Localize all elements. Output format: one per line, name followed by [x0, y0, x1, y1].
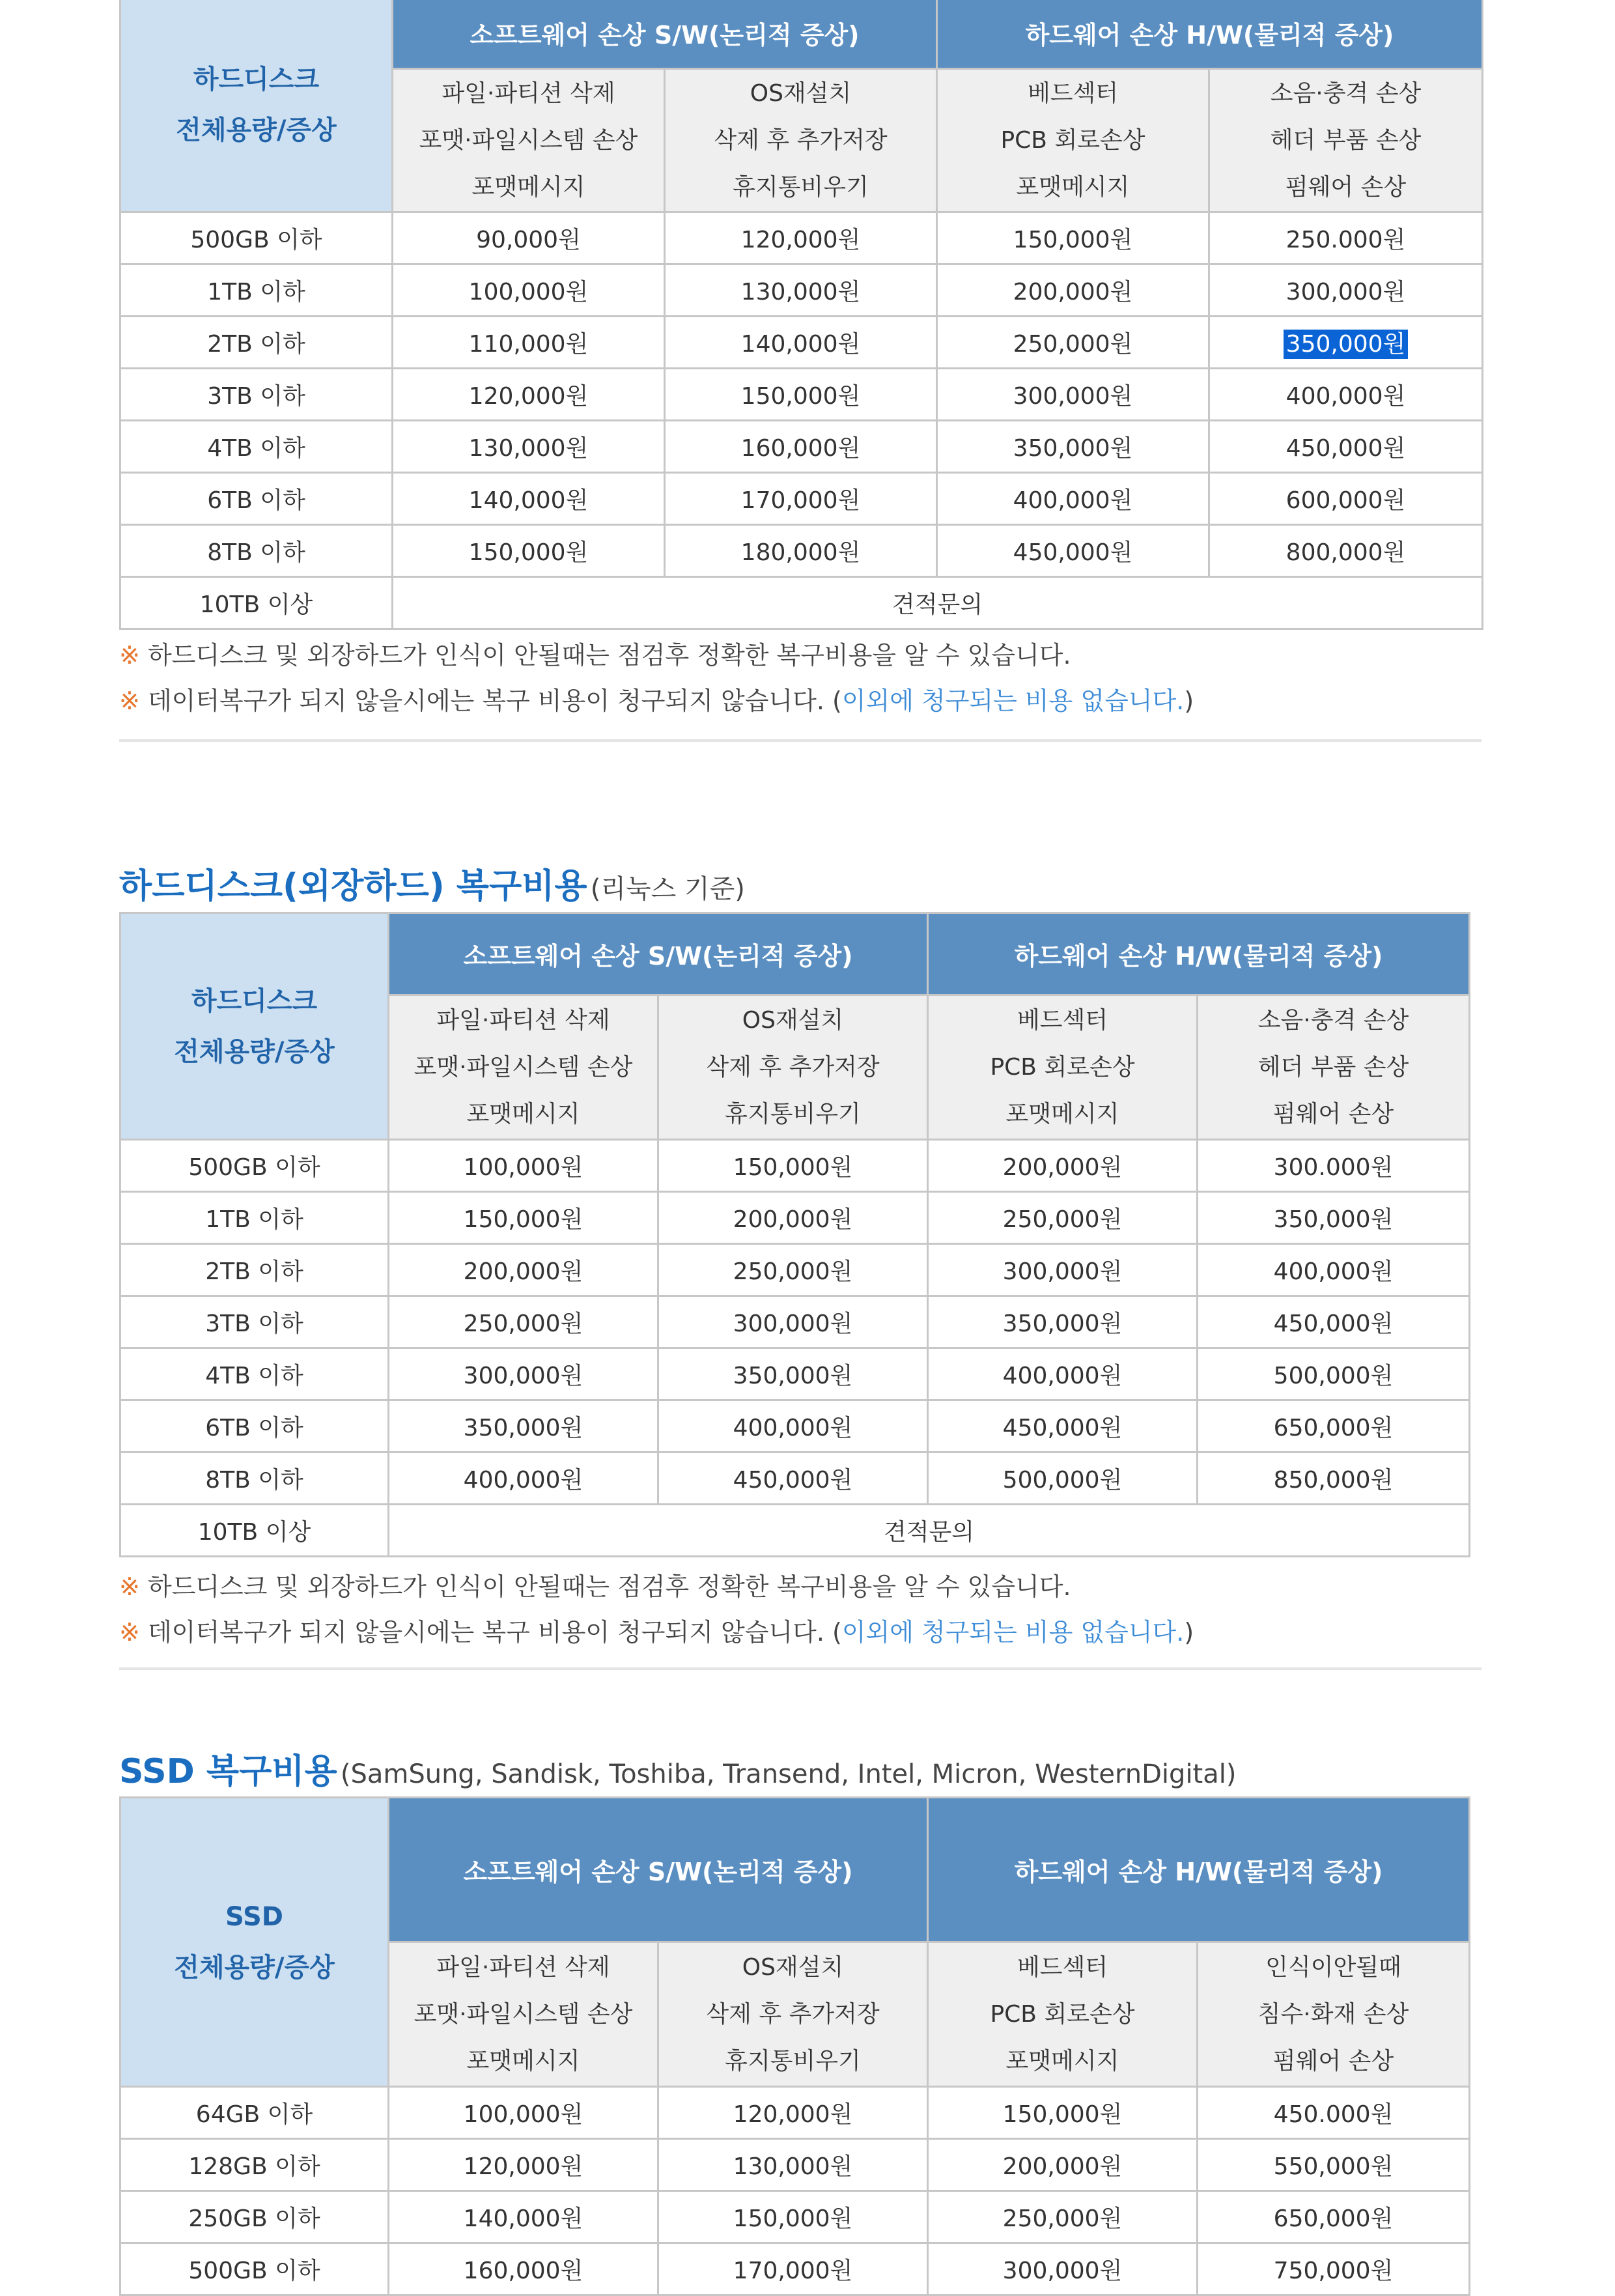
- symptom-line: 포맷·파일시스템 손상: [419, 126, 638, 154]
- price-cell: 90,000원: [393, 212, 665, 264]
- note-mark-icon: ※: [119, 641, 140, 670]
- symptom-line: 휴지통비우기: [733, 173, 869, 201]
- table-row: [120, 1505, 1470, 1557]
- price-cell: 200,000원: [658, 1192, 928, 1244]
- capacity-cell: 2TB 이하: [120, 317, 393, 369]
- symptom-line: 포맷메시지: [466, 2047, 580, 2075]
- price-cell: 250.000원: [1209, 212, 1483, 264]
- capacity-cell: 6TB 이하: [120, 473, 393, 525]
- note-line-1: [119, 635, 1071, 671]
- capacity-cell: 2TB 이하: [120, 1244, 389, 1296]
- capacity-symptom-header: [120, 1798, 389, 2087]
- symptom-cell: [937, 69, 1209, 212]
- symptom-line: 휴지통비우기: [725, 1100, 861, 1127]
- price-cell: 140,000원: [665, 317, 937, 369]
- symptom-line: OS재설치: [750, 79, 852, 107]
- symptom-cell: [928, 995, 1198, 1140]
- symptom-line: 파일·파티션 삭제: [436, 1006, 610, 1034]
- price-cell: 150,000원: [389, 1192, 658, 1244]
- price-cell: 300,000원: [1209, 264, 1483, 317]
- price-cell: 350,000원: [389, 1400, 658, 1453]
- note-line-2: [119, 681, 1194, 716]
- symptom-line: 소음·충격 손상: [1270, 79, 1422, 107]
- capacity-cell: 8TB 이하: [120, 525, 393, 577]
- section-subtitle: (SamSung, Sandisk, Toshiba, Transend, Intel, Micron, WesternDigital): [340, 1759, 1237, 1789]
- symptom-line: 포맷메시지: [1005, 1100, 1119, 1127]
- capacity-header-line1: 하드디스크: [191, 985, 318, 1016]
- price-cell: 200,000원: [928, 1140, 1198, 1192]
- capacity-cell: 500GB 이하: [120, 1140, 389, 1192]
- price-cell: 300.000원: [1198, 1140, 1470, 1192]
- price-cell: 120,000원: [658, 2087, 928, 2139]
- table-row: [120, 2087, 1470, 2139]
- symptom-cell: [658, 995, 928, 1140]
- price-cell: 400,000원: [928, 1348, 1198, 1400]
- hardware-damage-header: 하드웨어 손상 H/W(물리적 증상): [928, 913, 1470, 995]
- software-damage-header: 소프트웨어 손상 S/W(논리적 증상): [389, 1798, 928, 1942]
- price-cell: 650,000원: [1198, 2191, 1470, 2243]
- price-cell: 400,000원: [389, 1453, 658, 1505]
- section-divider: [119, 1667, 1482, 1670]
- section-subtitle: (리눅스 기준): [590, 874, 745, 904]
- price-cell: 350,000원: [1198, 1192, 1470, 1244]
- price-cell: 110,000원: [393, 317, 665, 369]
- external-hdd-cost-table: [119, 912, 1470, 1557]
- external-hdd-section-title: [119, 858, 745, 907]
- selected-price-cell[interactable]: [1209, 317, 1483, 369]
- section-title: 하드디스크(외장하드) 복구비용: [119, 867, 587, 906]
- quote-inquiry-cell: 견적문의: [389, 1505, 1470, 1557]
- price-cell: 150,000원: [658, 1140, 928, 1192]
- price-cell: 400,000원: [1198, 1244, 1470, 1296]
- symptom-cell: [1198, 995, 1470, 1140]
- table-row: [120, 2243, 1470, 2295]
- symptom-line: PCB 회로손상: [1000, 126, 1145, 154]
- table-row: [120, 1296, 1470, 1348]
- table-row: [120, 525, 1483, 577]
- capacity-cell: 64GB 이하: [120, 2087, 389, 2139]
- symptom-line: 삭제 후 추가저장: [706, 2000, 880, 2028]
- table-row: [120, 1140, 1470, 1192]
- software-damage-header: 소프트웨어 손상 S/W(논리적 증상): [393, 0, 937, 69]
- symptom-line: 헤더 부품 손상: [1270, 126, 1422, 154]
- capacity-cell: 500GB 이하: [120, 2243, 389, 2295]
- hardware-damage-header: 하드웨어 손상 H/W(물리적 증상): [928, 1798, 1470, 1942]
- selected-price-text[interactable]: 350,000원: [1284, 330, 1409, 359]
- symptom-cell: [1198, 1942, 1470, 2087]
- ssd-cost-table: [119, 1796, 1470, 2296]
- table-row: [120, 577, 1483, 629]
- price-cell: 150,000원: [665, 369, 937, 421]
- symptom-line: OS재설치: [742, 1953, 844, 1981]
- symptom-line: 펌웨어 손상: [1272, 1100, 1394, 1127]
- symptom-line: 침수·화재 손상: [1257, 2000, 1409, 2028]
- note-text: 데이터복구가 되지 않을시에는 복구 비용이 청구되지 않습니다. (: [147, 687, 842, 715]
- capacity-cell: 10TB 이상: [120, 577, 393, 629]
- symptom-cell: [928, 1942, 1198, 2087]
- price-cell: 150,000원: [928, 2087, 1198, 2139]
- price-cell: 170,000원: [665, 473, 937, 525]
- capacity-cell: 4TB 이하: [120, 1348, 389, 1400]
- symptom-line: 포맷메시지: [1005, 2047, 1119, 2075]
- symptom-cell: [389, 1942, 658, 2087]
- symptom-line: 포맷·파일시스템 손상: [414, 2000, 633, 2028]
- price-cell: 250,000원: [937, 317, 1209, 369]
- price-cell: 160,000원: [389, 2243, 658, 2295]
- symptom-line: 베드섹터: [1017, 1953, 1108, 1981]
- symptom-line: 포맷메시지: [466, 1100, 580, 1127]
- symptom-line: 펌웨어 손상: [1285, 173, 1407, 201]
- symptom-line: 파일·파티션 삭제: [436, 1953, 610, 1981]
- symptom-line: 소음·충격 손상: [1257, 1006, 1409, 1034]
- price-cell: 450.000원: [1198, 2087, 1470, 2139]
- capacity-header-line2: 전체용량/증상: [176, 115, 337, 145]
- price-cell: 130,000원: [665, 264, 937, 317]
- price-cell: 400,000원: [658, 1400, 928, 1453]
- price-cell: 140,000원: [389, 2191, 658, 2243]
- symptom-line: 삭제 후 추가저장: [714, 126, 888, 154]
- price-cell: 250,000원: [658, 1244, 928, 1296]
- price-cell: 400,000원: [1209, 369, 1483, 421]
- capacity-symptom-header: [120, 913, 389, 1140]
- capacity-symptom-header: [120, 0, 393, 212]
- capacity-cell: 4TB 이하: [120, 421, 393, 473]
- symptom-line: OS재설치: [742, 1006, 844, 1034]
- symptom-cell: [393, 69, 665, 212]
- price-cell: 600,000원: [1209, 473, 1483, 525]
- table-row: [120, 212, 1483, 264]
- price-cell: 170,000원: [658, 2243, 928, 2295]
- note-mark-icon: ※: [119, 1572, 140, 1601]
- price-cell: 300,000원: [937, 369, 1209, 421]
- symptom-cell: [665, 69, 937, 212]
- note-text: ): [1184, 1618, 1194, 1647]
- table-row: [120, 2139, 1470, 2191]
- table-row: [120, 1192, 1470, 1244]
- price-cell: 850,000원: [1198, 1453, 1470, 1505]
- price-cell: 750,000원: [1198, 2243, 1470, 2295]
- note-text: ): [1184, 687, 1194, 715]
- price-cell: 400,000원: [937, 473, 1209, 525]
- price-cell: 120,000원: [393, 369, 665, 421]
- table-row: [120, 1453, 1470, 1505]
- capacity-cell: 3TB 이하: [120, 369, 393, 421]
- section-divider: [119, 739, 1482, 742]
- note-line-2: [119, 1612, 1194, 1648]
- price-cell: 300,000원: [658, 1296, 928, 1348]
- note-highlight: 이외에 청구되는 비용 없습니다.: [841, 687, 1185, 715]
- note-mark-icon: ※: [119, 1618, 140, 1647]
- price-cell: 350,000원: [937, 421, 1209, 473]
- price-cell: 300,000원: [928, 2243, 1198, 2295]
- note-text: 하드디스크 및 외장하드가 인식이 안될때는 점검후 정확한 복구비용을 알 수 있습니다.: [147, 1572, 1071, 1601]
- price-cell: 300,000원: [389, 1348, 658, 1400]
- price-cell: 300,000원: [928, 1244, 1198, 1296]
- price-cell: 200,000원: [937, 264, 1209, 317]
- price-cell: 130,000원: [658, 2139, 928, 2191]
- note-mark-icon: ※: [119, 687, 140, 715]
- symptom-cell: [658, 1942, 928, 2087]
- price-cell: 100,000원: [393, 264, 665, 317]
- price-cell: 160,000원: [665, 421, 937, 473]
- symptom-line: 베드섹터: [1027, 79, 1119, 107]
- price-cell: 120,000원: [665, 212, 937, 264]
- table-row: [120, 473, 1483, 525]
- symptom-cell: [389, 995, 658, 1140]
- price-cell: 150,000원: [658, 2191, 928, 2243]
- price-cell: 250,000원: [928, 2191, 1198, 2243]
- table-row: [120, 1400, 1470, 1453]
- symptom-line: 삭제 후 추가저장: [706, 1053, 880, 1081]
- capacity-cell: 6TB 이하: [120, 1400, 389, 1453]
- price-cell: 450,000원: [1198, 1296, 1470, 1348]
- note-text: 데이터복구가 되지 않을시에는 복구 비용이 청구되지 않습니다. (: [147, 1618, 842, 1647]
- symptom-line: 포맷·파일시스템 손상: [414, 1053, 633, 1081]
- price-cell: 650,000원: [1198, 1400, 1470, 1453]
- symptom-cell: [1209, 69, 1483, 212]
- note-highlight: 이외에 청구되는 비용 없습니다.: [841, 1618, 1185, 1647]
- table-row: [120, 264, 1483, 317]
- price-cell: 450,000원: [658, 1453, 928, 1505]
- price-cell: 100,000원: [389, 1140, 658, 1192]
- price-cell: 120,000원: [389, 2139, 658, 2191]
- price-cell: 250,000원: [389, 1296, 658, 1348]
- price-cell: 350,000원: [658, 1348, 928, 1400]
- symptom-line: 파일·파티션 삭제: [442, 79, 615, 107]
- quote-inquiry-cell: 견적문의: [393, 577, 1483, 629]
- capacity-cell: 1TB 이하: [120, 264, 393, 317]
- note-line-1: [119, 1566, 1071, 1602]
- price-cell: 130,000원: [393, 421, 665, 473]
- capacity-cell: 1TB 이하: [120, 1192, 389, 1244]
- capacity-header-line2: 전체용량/증상: [174, 1036, 335, 1067]
- price-cell: 500,000원: [928, 1453, 1198, 1505]
- symptom-line: 포맷메시지: [1016, 173, 1130, 201]
- price-cell: 180,000원: [665, 525, 937, 577]
- table-row: [120, 421, 1483, 473]
- capacity-cell: 8TB 이하: [120, 1453, 389, 1505]
- price-cell: 550,000원: [1198, 2139, 1470, 2191]
- price-cell: 500,000원: [1198, 1348, 1470, 1400]
- note-text: 하드디스크 및 외장하드가 인식이 안될때는 점검후 정확한 복구비용을 알 수 있습니다.: [147, 641, 1071, 670]
- symptom-line: 헤더 부품 손상: [1257, 1053, 1409, 1081]
- price-cell: 140,000원: [393, 473, 665, 525]
- price-cell: 450,000원: [1209, 421, 1483, 473]
- ssd-section-title: [119, 1744, 1236, 1793]
- capacity-header-line1: SSD: [225, 1901, 284, 1932]
- price-cell: 250,000원: [928, 1192, 1198, 1244]
- price-cell: 100,000원: [389, 2087, 658, 2139]
- price-cell: 350,000원: [928, 1296, 1198, 1348]
- price-cell: 150,000원: [937, 212, 1209, 264]
- symptom-line: PCB 회로손상: [990, 2000, 1135, 2028]
- symptom-line: PCB 회로손상: [990, 1053, 1135, 1081]
- symptom-line: 베드섹터: [1017, 1006, 1108, 1034]
- price-cell: 450,000원: [928, 1400, 1198, 1453]
- capacity-header-line1: 하드디스크: [193, 64, 320, 94]
- table-row: [120, 317, 1483, 369]
- symptom-line: 인식이안될때: [1265, 1953, 1401, 1981]
- symptom-line: 포맷메시지: [471, 173, 585, 201]
- capacity-cell: 128GB 이하: [120, 2139, 389, 2191]
- capacity-cell: 500GB 이하: [120, 212, 393, 264]
- table-row: [120, 1244, 1470, 1296]
- table-row: [120, 2191, 1470, 2243]
- capacity-cell: 3TB 이하: [120, 1296, 389, 1348]
- hardware-damage-header: 하드웨어 손상 H/W(물리적 증상): [937, 0, 1483, 69]
- capacity-header-line2: 전체용량/증상: [174, 1952, 335, 1983]
- table-row: [120, 369, 1483, 421]
- software-damage-header: 소프트웨어 손상 S/W(논리적 증상): [389, 913, 928, 995]
- price-cell: 150,000원: [393, 525, 665, 577]
- symptom-line: 휴지통비우기: [725, 2047, 861, 2075]
- hdd-cost-table: [119, 0, 1483, 630]
- capacity-cell: 250GB 이하: [120, 2191, 389, 2243]
- table-row: [120, 1348, 1470, 1400]
- price-cell: 200,000원: [928, 2139, 1198, 2191]
- price-cell: 450,000원: [937, 525, 1209, 577]
- section-title: SSD 복구비용: [119, 1752, 337, 1791]
- symptom-line: 펌웨어 손상: [1272, 2047, 1394, 2075]
- price-cell: 800,000원: [1209, 525, 1483, 577]
- capacity-cell: 10TB 이상: [120, 1505, 389, 1557]
- price-cell: 200,000원: [389, 1244, 658, 1296]
